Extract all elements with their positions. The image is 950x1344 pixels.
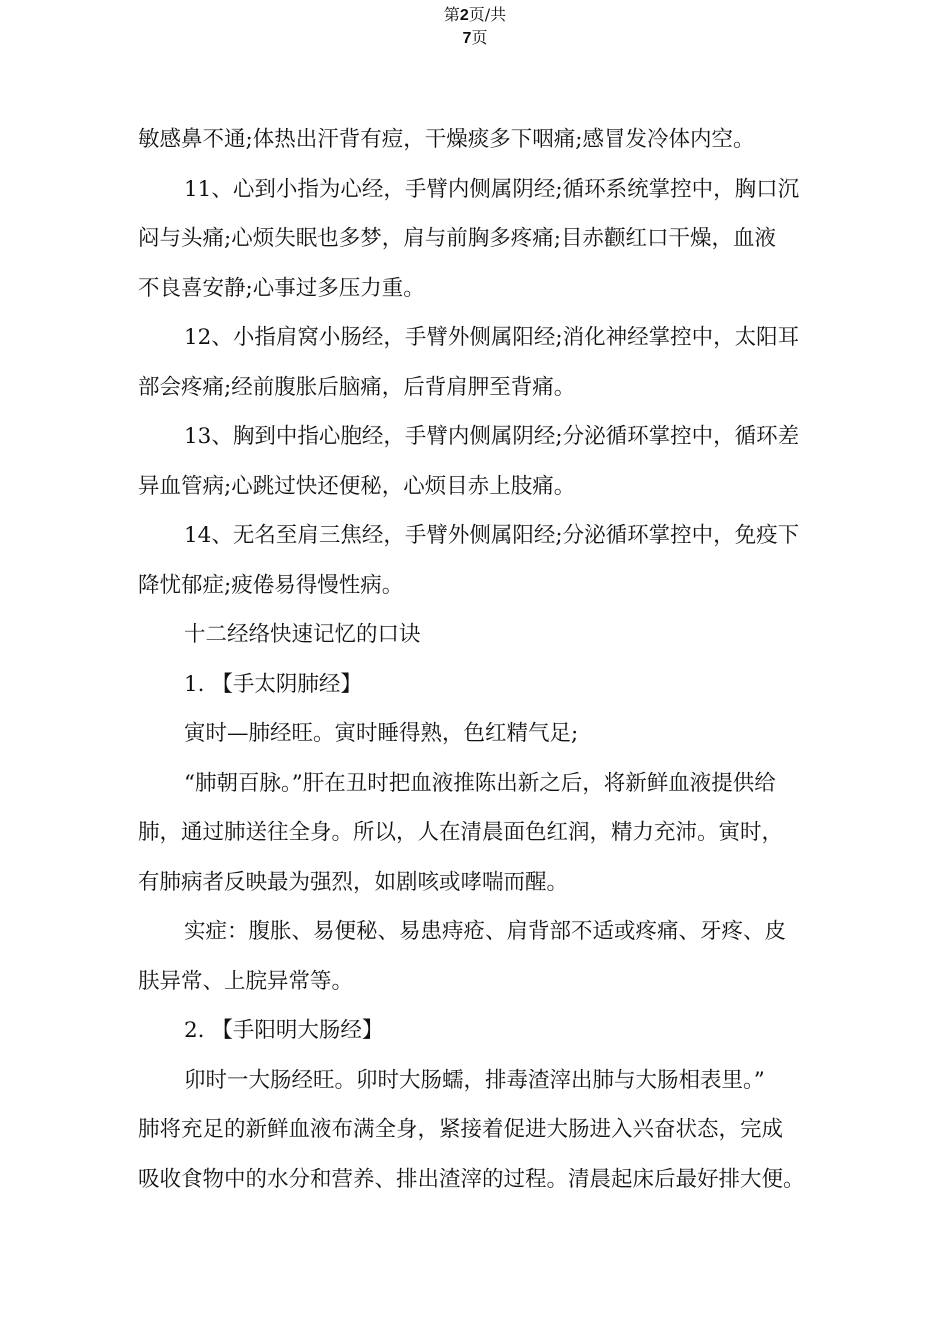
- subsection-heading: 2. 【手阳明大肠经】: [184, 1018, 384, 1043]
- page-number-line-2: [0, 27, 950, 50]
- text-line: 闷与头痛;心烦失眠也多梦，肩与前胸多疼痛;目赤颧红口干燥，血液: [138, 226, 776, 251]
- subsection-heading: 1. 【手太阴肺经】: [184, 671, 362, 697]
- section-heading: 十二经络快速记忆的口诀: [184, 622, 421, 647]
- page-number-line-1: [0, 4, 950, 27]
- text-line: 降忧郁症;疲倦易得慢性病。: [138, 572, 404, 598]
- total-pages-number: 7: [462, 30, 472, 47]
- text-line: 14、无名至肩三焦经，手臂外侧属阳经;分泌循环掌控中，免疫下: [184, 523, 800, 548]
- text-line: 11、心到小指为心经，手臂内侧属阴经;循环系统掌控中，胸口沉: [184, 176, 800, 202]
- page-mid: 页/共: [468, 5, 507, 24]
- text-line: 寅时—肺经旺。寅时睡得熟，色红精气足;: [184, 721, 579, 746]
- document-body: [138, 115, 828, 1204]
- text-line: 12、小指肩窝小肠经，手臂外侧属阳经;消化神经掌控中，太阳耳: [184, 325, 800, 350]
- current-page-number: 2: [459, 7, 469, 24]
- page-number-header: [0, 4, 950, 50]
- text-line: 敏感鼻不通;体热出汗背有痘，干燥痰多下咽痛;感冒发冷体内空。: [138, 127, 755, 152]
- text-line: 有肺病者反映最为强烈，如剧咳或哮喘而醒。: [138, 869, 569, 895]
- text-line: 肺将充足的新鲜血液布满全身，紧接着促进大肠进入兴奋状态，完成: [138, 1117, 784, 1142]
- text-line: “肺朝百脉。”肝在丑时把血液推陈出新之后，将新鲜血液提供给: [184, 770, 776, 796]
- text-line: 实症：腹胀、易便秘、易患痔疮、肩背部不适或疼痛、牙疼、皮: [184, 919, 787, 944]
- text-line: 部会疼痛;经前腹胀后脑痛，后背肩胛至背痛。: [138, 374, 576, 400]
- text-line: 卯时一大肠经旺。卯时大肠蠕，排毒渣滓出肺与大肠相表里。”: [184, 1067, 765, 1093]
- text-line: 异血管病;心跳过快还便秘，心烦目赤上肢痛。: [138, 473, 576, 499]
- text-line: 肤异常、上脘异常等。: [138, 968, 354, 994]
- text-line: 不良喜安静;心事过多压力重。: [138, 275, 425, 301]
- text-line: 肺，通过肺送往全身。所以，人在清晨面色红润，精力充沛。寅时，: [138, 820, 784, 845]
- text-line: 13、胸到中指心胞经，手臂内侧属阴经;分泌循环掌控中，循环差: [184, 424, 800, 449]
- page-suffix: 页: [471, 28, 488, 47]
- text-line: 吸收食物中的水分和营养、排出渣滓的过程。清晨起床后最好排大便。: [138, 1166, 805, 1192]
- page-prefix: 第: [443, 5, 460, 24]
